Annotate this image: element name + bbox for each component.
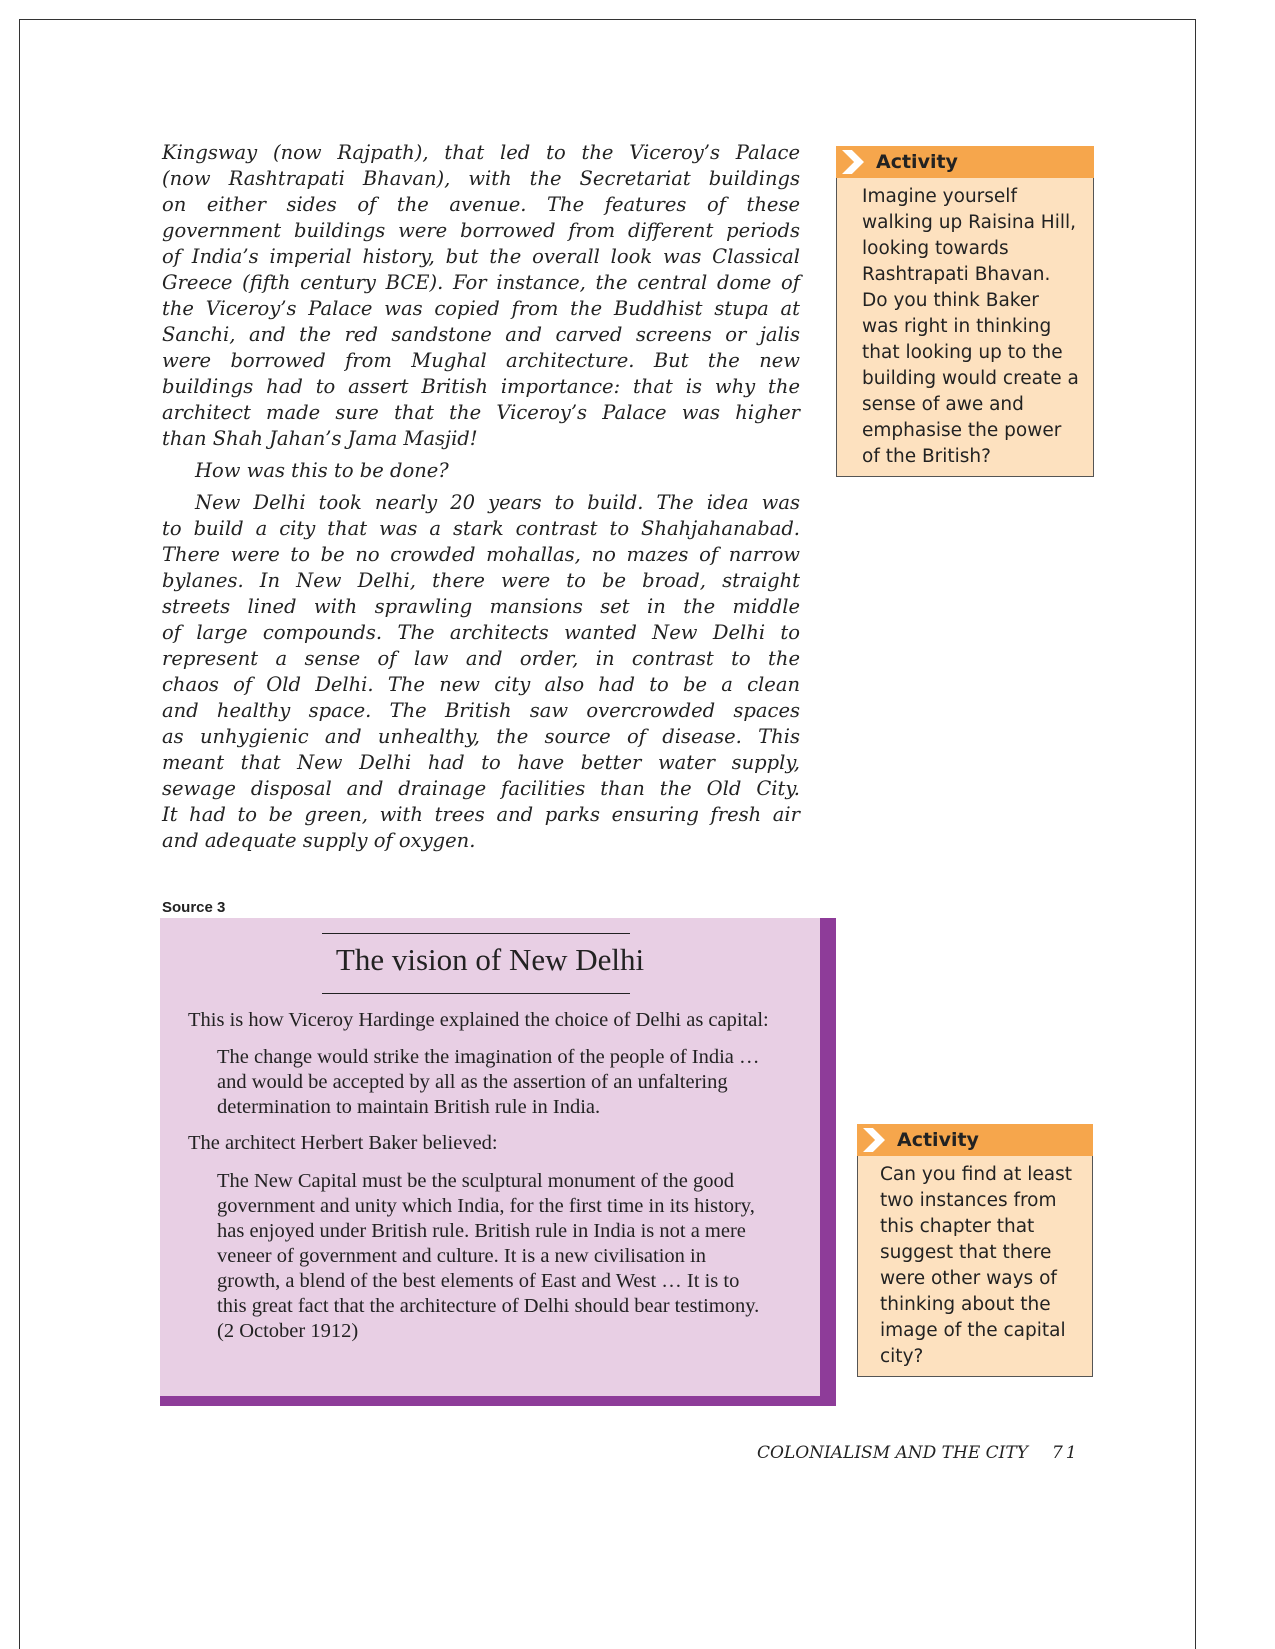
text-line: meant that New Delhi had to have better water supply, bbox=[162, 751, 800, 774]
text-line: to build a city that was a stark contrast to Shahjahanabad. bbox=[162, 517, 800, 540]
paragraph bbox=[162, 458, 800, 484]
text-line: on either sides of the avenue. The features of these bbox=[162, 193, 800, 216]
activity-heading: Activity bbox=[876, 151, 958, 173]
text-line: and healthy space. The British saw overcrowded spaces bbox=[162, 699, 800, 722]
text-line: of India’s imperial history, but the overall look was Classical bbox=[162, 245, 800, 268]
chevron-right-icon bbox=[842, 150, 864, 174]
title-rule-bottom bbox=[322, 993, 630, 994]
text-line: represent a sense of law and order, in contrast to the bbox=[162, 647, 800, 670]
text-line: buildings had to assert British importance: that is why the bbox=[162, 375, 800, 398]
activity-box-2 bbox=[857, 1124, 1093, 1377]
text-line: were borrowed from Mughal architecture. But the new bbox=[162, 349, 800, 372]
text-line: chaos of Old Delhi. The new city also had to be a clean bbox=[162, 673, 800, 696]
source-quote-2: The New Capital must be the sculptural monument of the good government and unity which India, for the first time in its history, has enjoyed under British rule. British rule in India is not a mere veneer of government and culture. It is a new civilisation in growth, a blend of the best elements of East and West … It is to this great fact that the architecture of Delhi should bear testimony. (2 October 1912) bbox=[217, 1170, 760, 1342]
running-title: COLONIALISM AND THE CITY bbox=[757, 1443, 1028, 1463]
chevron-right-icon bbox=[863, 1128, 885, 1152]
text-line: bylanes. In New Delhi, there were to be broad, straight bbox=[162, 569, 800, 592]
activity-header bbox=[857, 1124, 1093, 1156]
source-box bbox=[160, 918, 836, 1406]
source-quote-1: The change would strike the imagination of the people of India … and would be accepted by all as the assertion of an unfaltering determination to maintain British rule in India. bbox=[217, 1046, 760, 1118]
activity-header bbox=[836, 146, 1094, 178]
page-footer bbox=[757, 1443, 1080, 1463]
text-line: architect made sure that the Viceroy’s Palace was higher bbox=[162, 401, 800, 424]
text-line: than Shah Jahan’s Jama Masjid! bbox=[162, 427, 478, 450]
page-number: 71 bbox=[1051, 1443, 1080, 1463]
text-line: government buildings were borrowed from different periods bbox=[162, 219, 800, 242]
text-line: Sanchi, and the red sandstone and carved screens or jalis bbox=[162, 323, 800, 346]
text-line: Greece (fifth century BCE). For instance, the central dome of bbox=[162, 271, 800, 294]
text-line: of large compounds. The architects wanted New Delhi to bbox=[162, 621, 800, 644]
source-label: Source 3 bbox=[162, 899, 226, 916]
text-line: There were to be no crowded mohallas, no mazes of narrow bbox=[162, 543, 800, 566]
text-line: sewage disposal and drainage facilities than the Old City. bbox=[162, 777, 800, 800]
text-line: How was this to be done? bbox=[195, 459, 449, 482]
activity-heading: Activity bbox=[897, 1129, 979, 1151]
text-line: the Viceroy’s Palace was copied from the Buddhist stupa at bbox=[162, 297, 800, 320]
source-title: The vision of New Delhi bbox=[335, 942, 645, 977]
text-line: (now Rashtrapati Bhavan), with the Secretariat buildings bbox=[162, 167, 800, 190]
main-text bbox=[162, 140, 800, 860]
activity-text: Can you find at least two instances from this chapter that suggest that there were other ways of thinking about the image of the capital city? bbox=[857, 1156, 1093, 1377]
text-line: Kingsway (now Rajpath), that led to the Viceroy’s Palace bbox=[162, 141, 800, 164]
text-line: as unhygienic and unhealthy, the source of disease. This bbox=[162, 725, 800, 748]
source-intro-2: The architect Herbert Baker believed: bbox=[188, 1132, 498, 1154]
paragraph bbox=[162, 490, 800, 854]
paragraph bbox=[162, 140, 800, 452]
text-line: and adequate supply of oxygen. bbox=[162, 829, 476, 852]
text-line: streets lined with sprawling mansions set in the middle bbox=[162, 595, 800, 618]
source-intro-1: This is how Viceroy Hardinge explained the choice of Delhi as capital: bbox=[188, 1009, 769, 1031]
title-rule-top bbox=[322, 933, 630, 934]
text-line: It had to be green, with trees and parks ensuring fresh air bbox=[162, 803, 800, 826]
activity-box-1 bbox=[836, 146, 1094, 477]
activity-text: Imagine yourself walking up Raisina Hill, looking towards Rashtrapati Bhavan. Do you think Baker was right in thinking that looking up to the building would create a sense of awe and emphasise the power of the British? bbox=[836, 178, 1094, 477]
text-line: New Delhi took nearly 20 years to build. The idea was bbox=[195, 491, 800, 514]
